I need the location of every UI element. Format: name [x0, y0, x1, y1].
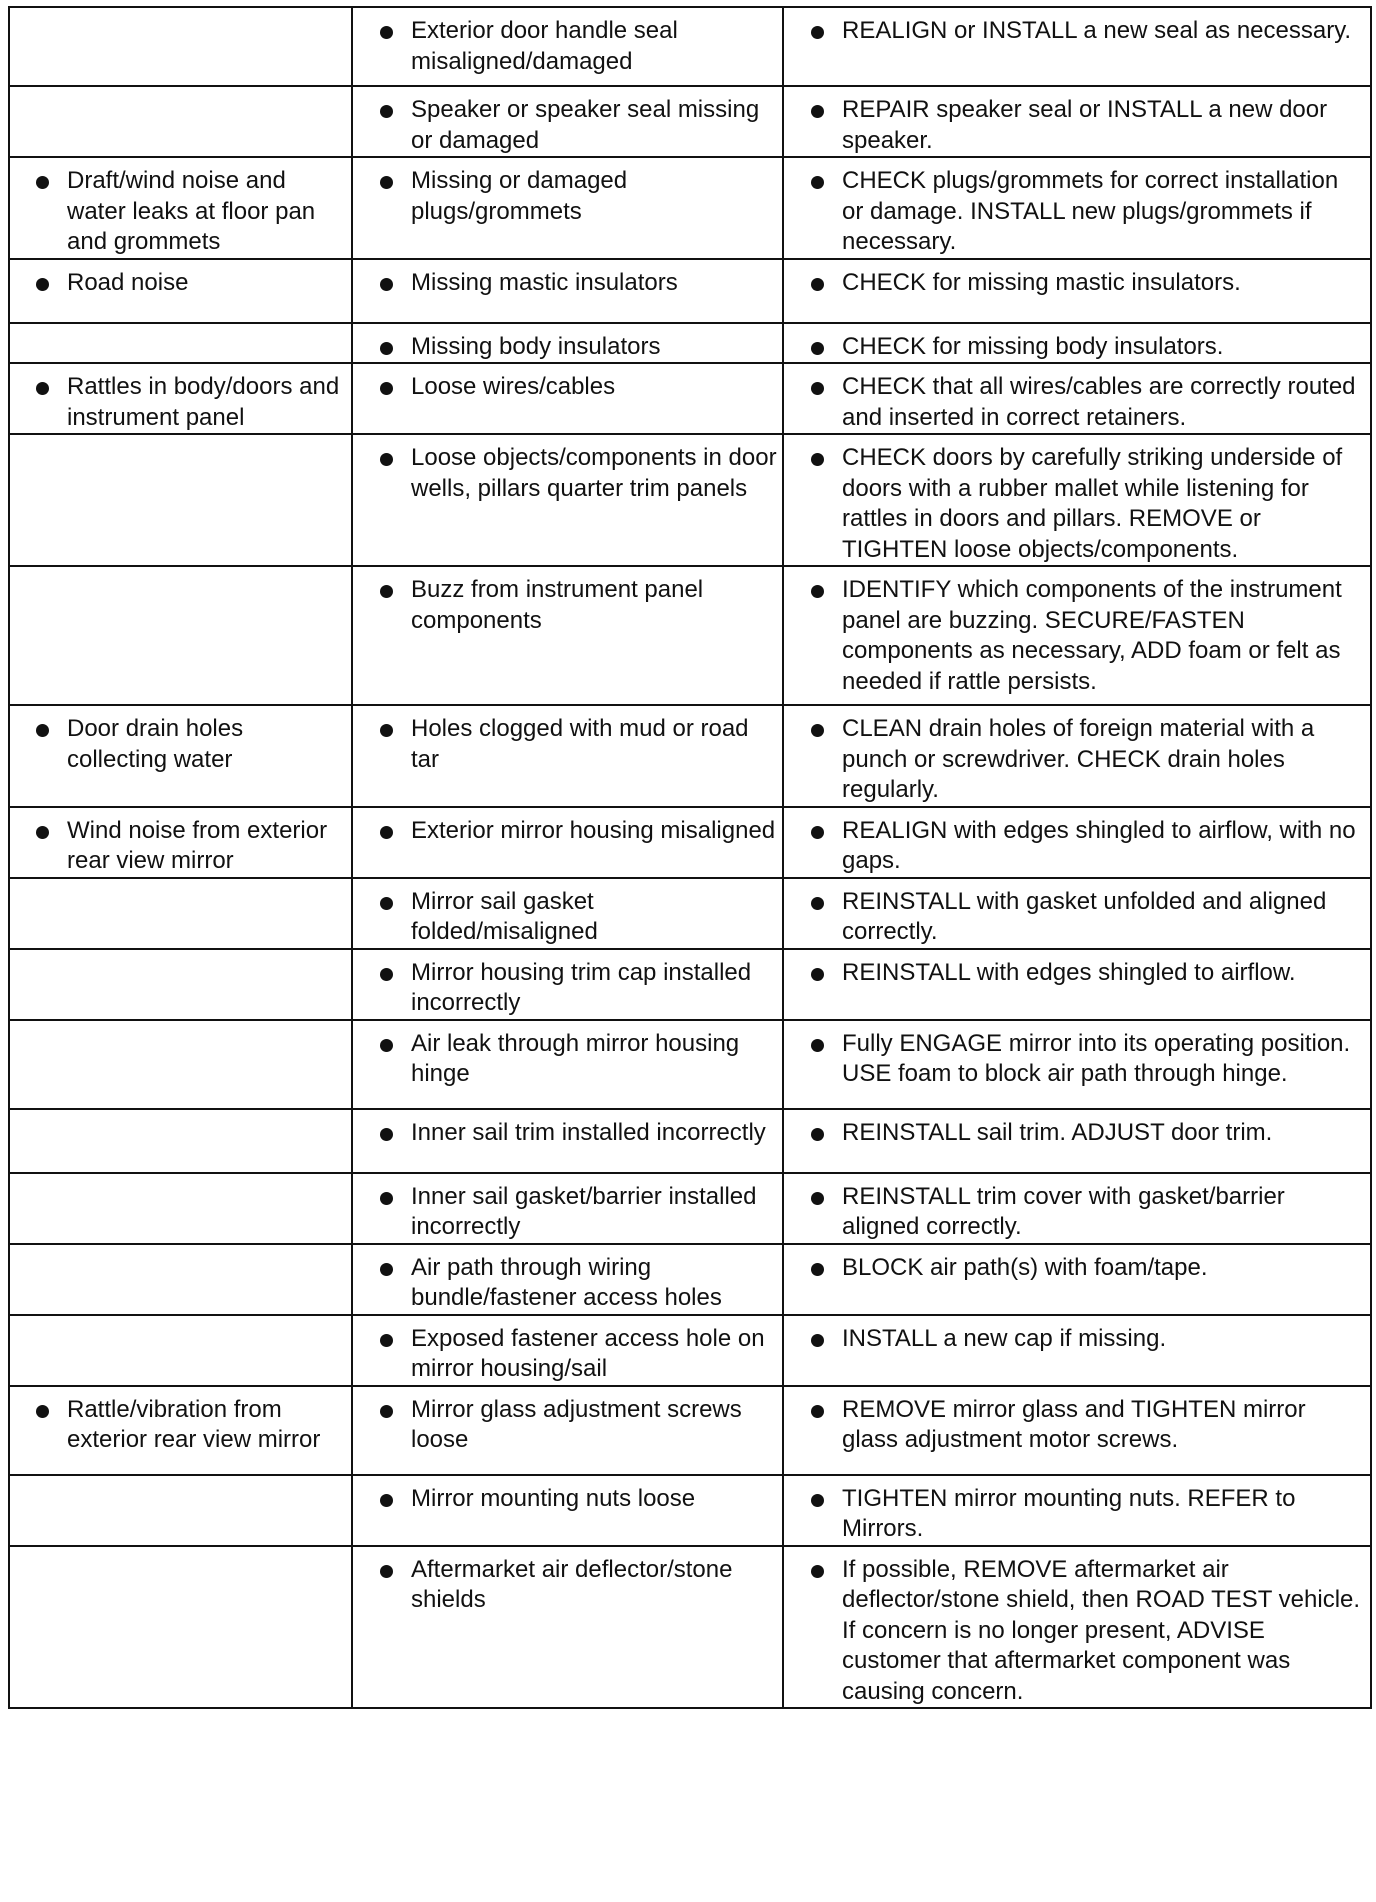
table-row [9, 566, 1371, 705]
bullet-icon [811, 26, 824, 39]
bullet-icon [811, 1565, 824, 1578]
action-text: REINSTALL trim cover with gasket/barrier aligned correctly. [842, 1182, 1285, 1240]
cause-item [353, 158, 782, 227]
cause-text: Exterior mirror housing misaligned [411, 816, 776, 844]
table-row [9, 157, 1371, 259]
symptom-cell [9, 1475, 352, 1546]
bullet-icon [380, 1039, 393, 1052]
symptom-cell [9, 1173, 352, 1244]
cause-cell [352, 434, 783, 566]
bullet-icon [380, 26, 393, 39]
bullet-icon [380, 105, 393, 118]
bullet-icon [380, 897, 393, 910]
bullet-icon [380, 1263, 393, 1276]
cause-item [353, 260, 782, 299]
symptom-cell [9, 323, 352, 364]
bullet-icon [380, 278, 393, 291]
cause-item [353, 1476, 782, 1515]
action-cell [783, 1546, 1371, 1709]
cause-text: Inner sail trim installed incorrectly [411, 1118, 766, 1146]
symptom-text: Rattles in body/doors and instrument panel [67, 373, 340, 431]
table-row [9, 1546, 1371, 1709]
cause-cell [352, 157, 783, 259]
symptom-cell [9, 363, 352, 434]
action-item [784, 706, 1370, 806]
cause-cell [352, 705, 783, 807]
cause-text: Air leak through mirror housing hinge [411, 1029, 740, 1087]
bullet-icon [380, 826, 393, 839]
bullet-icon [811, 1334, 824, 1347]
table-row [9, 949, 1371, 1020]
cause-cell [352, 1173, 783, 1244]
bullet-icon [36, 1405, 49, 1418]
symptom-cell [9, 86, 352, 157]
action-cell [783, 323, 1371, 364]
bullet-icon [811, 278, 824, 291]
symptom-text: Draft/wind noise and water leaks at floor pan and grommets [67, 167, 316, 255]
symptom-item [10, 260, 351, 299]
action-text: REINSTALL with edges shingled to airflow. [842, 958, 1296, 986]
bullet-icon [36, 176, 49, 189]
cause-text: Missing body insulators [411, 332, 661, 360]
table-row [9, 323, 1371, 364]
action-text: REMOVE mirror glass and TIGHTEN mirror glass adjustment motor screws. [842, 1395, 1306, 1453]
bullet-icon [380, 1494, 393, 1507]
cause-item [353, 1021, 782, 1090]
action-text: TIGHTEN mirror mounting nuts. REFER to Mirrors. [842, 1484, 1296, 1542]
bullet-icon [36, 382, 49, 395]
symptom-cell [9, 566, 352, 705]
cause-item [353, 1547, 782, 1616]
bullet-icon [811, 724, 824, 737]
cause-item [353, 879, 782, 948]
bullet-icon [811, 176, 824, 189]
table-body [9, 7, 1371, 1708]
bullet-icon [811, 1405, 824, 1418]
table-row [9, 878, 1371, 949]
table-row [9, 807, 1371, 878]
cause-text: Loose objects/components in door wells, pillars quarter trim panels [411, 444, 777, 502]
bullet-icon [380, 342, 393, 355]
symptom-cell [9, 1386, 352, 1475]
bullet-icon [811, 1192, 824, 1205]
bullet-icon [380, 585, 393, 598]
cause-cell [352, 807, 783, 878]
symptom-cell [9, 1546, 352, 1709]
action-item [784, 87, 1370, 156]
cause-cell [352, 1244, 783, 1315]
cause-item [353, 706, 782, 775]
cause-item [353, 1110, 782, 1149]
table-row [9, 434, 1371, 566]
action-cell [783, 1109, 1371, 1173]
cause-text: Missing or damaged plugs/grommets [411, 167, 628, 225]
cause-item [353, 1174, 782, 1243]
action-item [784, 1547, 1370, 1708]
table-row [9, 705, 1371, 807]
action-cell [783, 157, 1371, 259]
cause-text: Missing mastic insulators [411, 268, 678, 296]
cause-cell [352, 7, 783, 86]
cause-text: Buzz from instrument panel components [411, 576, 704, 634]
action-text: BLOCK air path(s) with foam/tape. [842, 1253, 1208, 1281]
cause-text: Holes clogged with mud or road tar [411, 715, 749, 773]
action-text: REALIGN or INSTALL a new seal as necessary. [842, 17, 1352, 44]
table-row [9, 259, 1371, 323]
symptom-cell [9, 1244, 352, 1315]
action-item [784, 1387, 1370, 1456]
bullet-icon [380, 453, 393, 466]
cause-text: Mirror sail gasket folded/misaligned [411, 887, 598, 945]
cause-item [353, 808, 782, 847]
symptom-cell [9, 705, 352, 807]
cause-text: Loose wires/cables [411, 373, 616, 400]
cause-cell [352, 86, 783, 157]
diagnosis-table [8, 6, 1372, 1709]
symptom-item [10, 364, 351, 433]
action-text: IDENTIFY which components of the instrument panel are buzzing. SECURE/FASTEN components as necessary, ADD foam or felt as needed if rattle persists. [842, 576, 1342, 695]
bullet-icon [811, 1128, 824, 1141]
cause-item [353, 8, 782, 77]
symptom-item [10, 706, 351, 775]
action-text: REINSTALL with gasket unfolded and aligned correctly. [842, 887, 1327, 945]
symptom-text: Wind noise from exterior rear view mirror [67, 816, 328, 874]
cause-cell [352, 1386, 783, 1475]
action-cell [783, 1020, 1371, 1109]
action-text: CLEAN drain holes of foreign material with a punch or screwdriver. CHECK drain holes regularly. [842, 715, 1315, 803]
symptom-item [10, 158, 351, 258]
symptom-cell [9, 807, 352, 878]
bullet-icon [811, 1494, 824, 1507]
bullet-icon [36, 724, 49, 737]
action-cell [783, 705, 1371, 807]
action-item [784, 1174, 1370, 1243]
action-item [784, 567, 1370, 697]
action-text: CHECK for missing mastic insulators. [842, 268, 1241, 296]
symptom-text: Road noise [67, 268, 189, 296]
cause-item [353, 435, 782, 504]
action-text: REPAIR speaker seal or INSTALL a new door speaker. [842, 96, 1328, 154]
bullet-icon [811, 826, 824, 839]
action-text: CHECK plugs/grommets for correct installation or damage. INSTALL new plugs/grommets if necessary. [842, 167, 1339, 255]
cause-text: Mirror mounting nuts loose [411, 1484, 696, 1512]
bullet-icon [380, 968, 393, 981]
action-cell [783, 807, 1371, 878]
cause-cell [352, 323, 783, 364]
action-cell [783, 1386, 1371, 1475]
bullet-icon [811, 968, 824, 981]
action-cell [783, 86, 1371, 157]
table-row [9, 1244, 1371, 1315]
action-item [784, 950, 1370, 989]
action-cell [783, 7, 1371, 86]
cause-text: Air path through wiring bundle/fastener access holes [411, 1253, 722, 1311]
cause-text: Mirror glass adjustment screws loose [411, 1395, 742, 1453]
symptom-cell [9, 259, 352, 323]
bullet-icon [36, 826, 49, 839]
cause-cell [352, 1109, 783, 1173]
action-cell [783, 1475, 1371, 1546]
cause-text: Speaker or speaker seal missing or damaged [411, 96, 760, 154]
cause-item [353, 87, 782, 156]
action-text: Fully ENGAGE mirror into its operating position. USE foam to block air path through hinge. [842, 1029, 1351, 1087]
cause-text: Exposed fastener access hole on mirror housing/sail [411, 1324, 765, 1382]
symptom-cell [9, 7, 352, 86]
action-cell [783, 434, 1371, 566]
action-cell [783, 259, 1371, 323]
action-text: INSTALL a new cap if missing. [842, 1324, 1167, 1352]
bullet-icon [811, 1263, 824, 1276]
bullet-icon [811, 585, 824, 598]
action-item [784, 8, 1370, 47]
action-item [784, 1476, 1370, 1545]
symptom-item [10, 808, 351, 877]
table-row [9, 363, 1371, 434]
cause-cell [352, 259, 783, 323]
symptom-cell [9, 1109, 352, 1173]
action-text: CHECK for missing body insulators. [842, 332, 1224, 360]
bullet-icon [380, 1128, 393, 1141]
bullet-icon [36, 278, 49, 291]
bullet-icon [811, 453, 824, 466]
cause-cell [352, 1546, 783, 1709]
bullet-icon [811, 1039, 824, 1052]
cause-cell [352, 363, 783, 434]
symptom-cell [9, 949, 352, 1020]
action-item [784, 1245, 1370, 1284]
bullet-icon [811, 105, 824, 118]
bullet-icon [811, 342, 824, 355]
bullet-icon [380, 382, 393, 395]
cause-cell [352, 566, 783, 705]
table-row [9, 1020, 1371, 1109]
table-row [9, 86, 1371, 157]
table-row [9, 1173, 1371, 1244]
action-cell [783, 1173, 1371, 1244]
table-row [9, 1109, 1371, 1173]
action-text: If possible, REMOVE aftermarket air deflector/stone shield, then ROAD TEST vehicle. If concern is no longer present, ADVISE customer that aftermarket component was causing concern. [842, 1555, 1361, 1705]
table-row [9, 7, 1371, 86]
action-item [784, 260, 1370, 299]
table-row [9, 1386, 1371, 1475]
cause-cell [352, 1315, 783, 1386]
cause-cell [352, 949, 783, 1020]
action-item [784, 808, 1370, 877]
action-cell [783, 566, 1371, 705]
symptom-cell [9, 878, 352, 949]
cause-cell [352, 878, 783, 949]
symptom-cell [9, 1020, 352, 1109]
action-text: REALIGN with edges shingled to airflow, with no gaps. [842, 816, 1356, 874]
bullet-icon [380, 724, 393, 737]
action-cell [783, 1244, 1371, 1315]
action-cell [783, 878, 1371, 949]
action-item [784, 435, 1370, 565]
action-text: CHECK doors by carefully striking underside of doors with a rubber mallet while listening for rattles in doors and pillars. REMOVE or TIGHTEN loose objects/components. [842, 444, 1343, 563]
symptom-text: Rattle/vibration from exterior rear view mirror [67, 1395, 321, 1453]
cause-item [353, 1245, 782, 1314]
symptom-cell [9, 1315, 352, 1386]
bullet-icon [380, 176, 393, 189]
cause-cell [352, 1020, 783, 1109]
cause-text: Aftermarket air deflector/stone shields [411, 1555, 733, 1613]
bullet-icon [811, 897, 824, 910]
action-item [784, 1021, 1370, 1090]
action-text: REINSTALL sail trim. ADJUST door trim. [842, 1118, 1273, 1146]
cause-text: Mirror housing trim cap installed incorrectly [411, 958, 752, 1016]
action-item [784, 1316, 1370, 1355]
action-cell [783, 363, 1371, 434]
cause-item [353, 950, 782, 1019]
symptom-cell [9, 434, 352, 566]
action-cell [783, 1315, 1371, 1386]
action-item [784, 879, 1370, 948]
action-item [784, 158, 1370, 258]
action-text: CHECK that all wires/cables are correctly routed and inserted in correct retainers. [842, 373, 1356, 431]
action-item [784, 1110, 1370, 1149]
cause-item [353, 364, 782, 403]
symptom-item [10, 1387, 351, 1456]
action-cell [783, 949, 1371, 1020]
cause-item [353, 1387, 782, 1456]
bullet-icon [380, 1405, 393, 1418]
cause-text: Inner sail gasket/barrier installed incorrectly [411, 1182, 757, 1240]
cause-text: Exterior door handle seal misaligned/damaged [411, 17, 678, 75]
bullet-icon [380, 1334, 393, 1347]
bullet-icon [811, 382, 824, 395]
cause-cell [352, 1475, 783, 1546]
cause-item [353, 324, 782, 363]
table-row [9, 1475, 1371, 1546]
bullet-icon [380, 1192, 393, 1205]
symptom-cell [9, 157, 352, 259]
table-row [9, 1315, 1371, 1386]
bullet-icon [380, 1565, 393, 1578]
action-item [784, 324, 1370, 363]
cause-item [353, 1316, 782, 1385]
symptom-text: Door drain holes collecting water [67, 715, 244, 773]
action-item [784, 364, 1370, 433]
cause-item [353, 567, 782, 636]
